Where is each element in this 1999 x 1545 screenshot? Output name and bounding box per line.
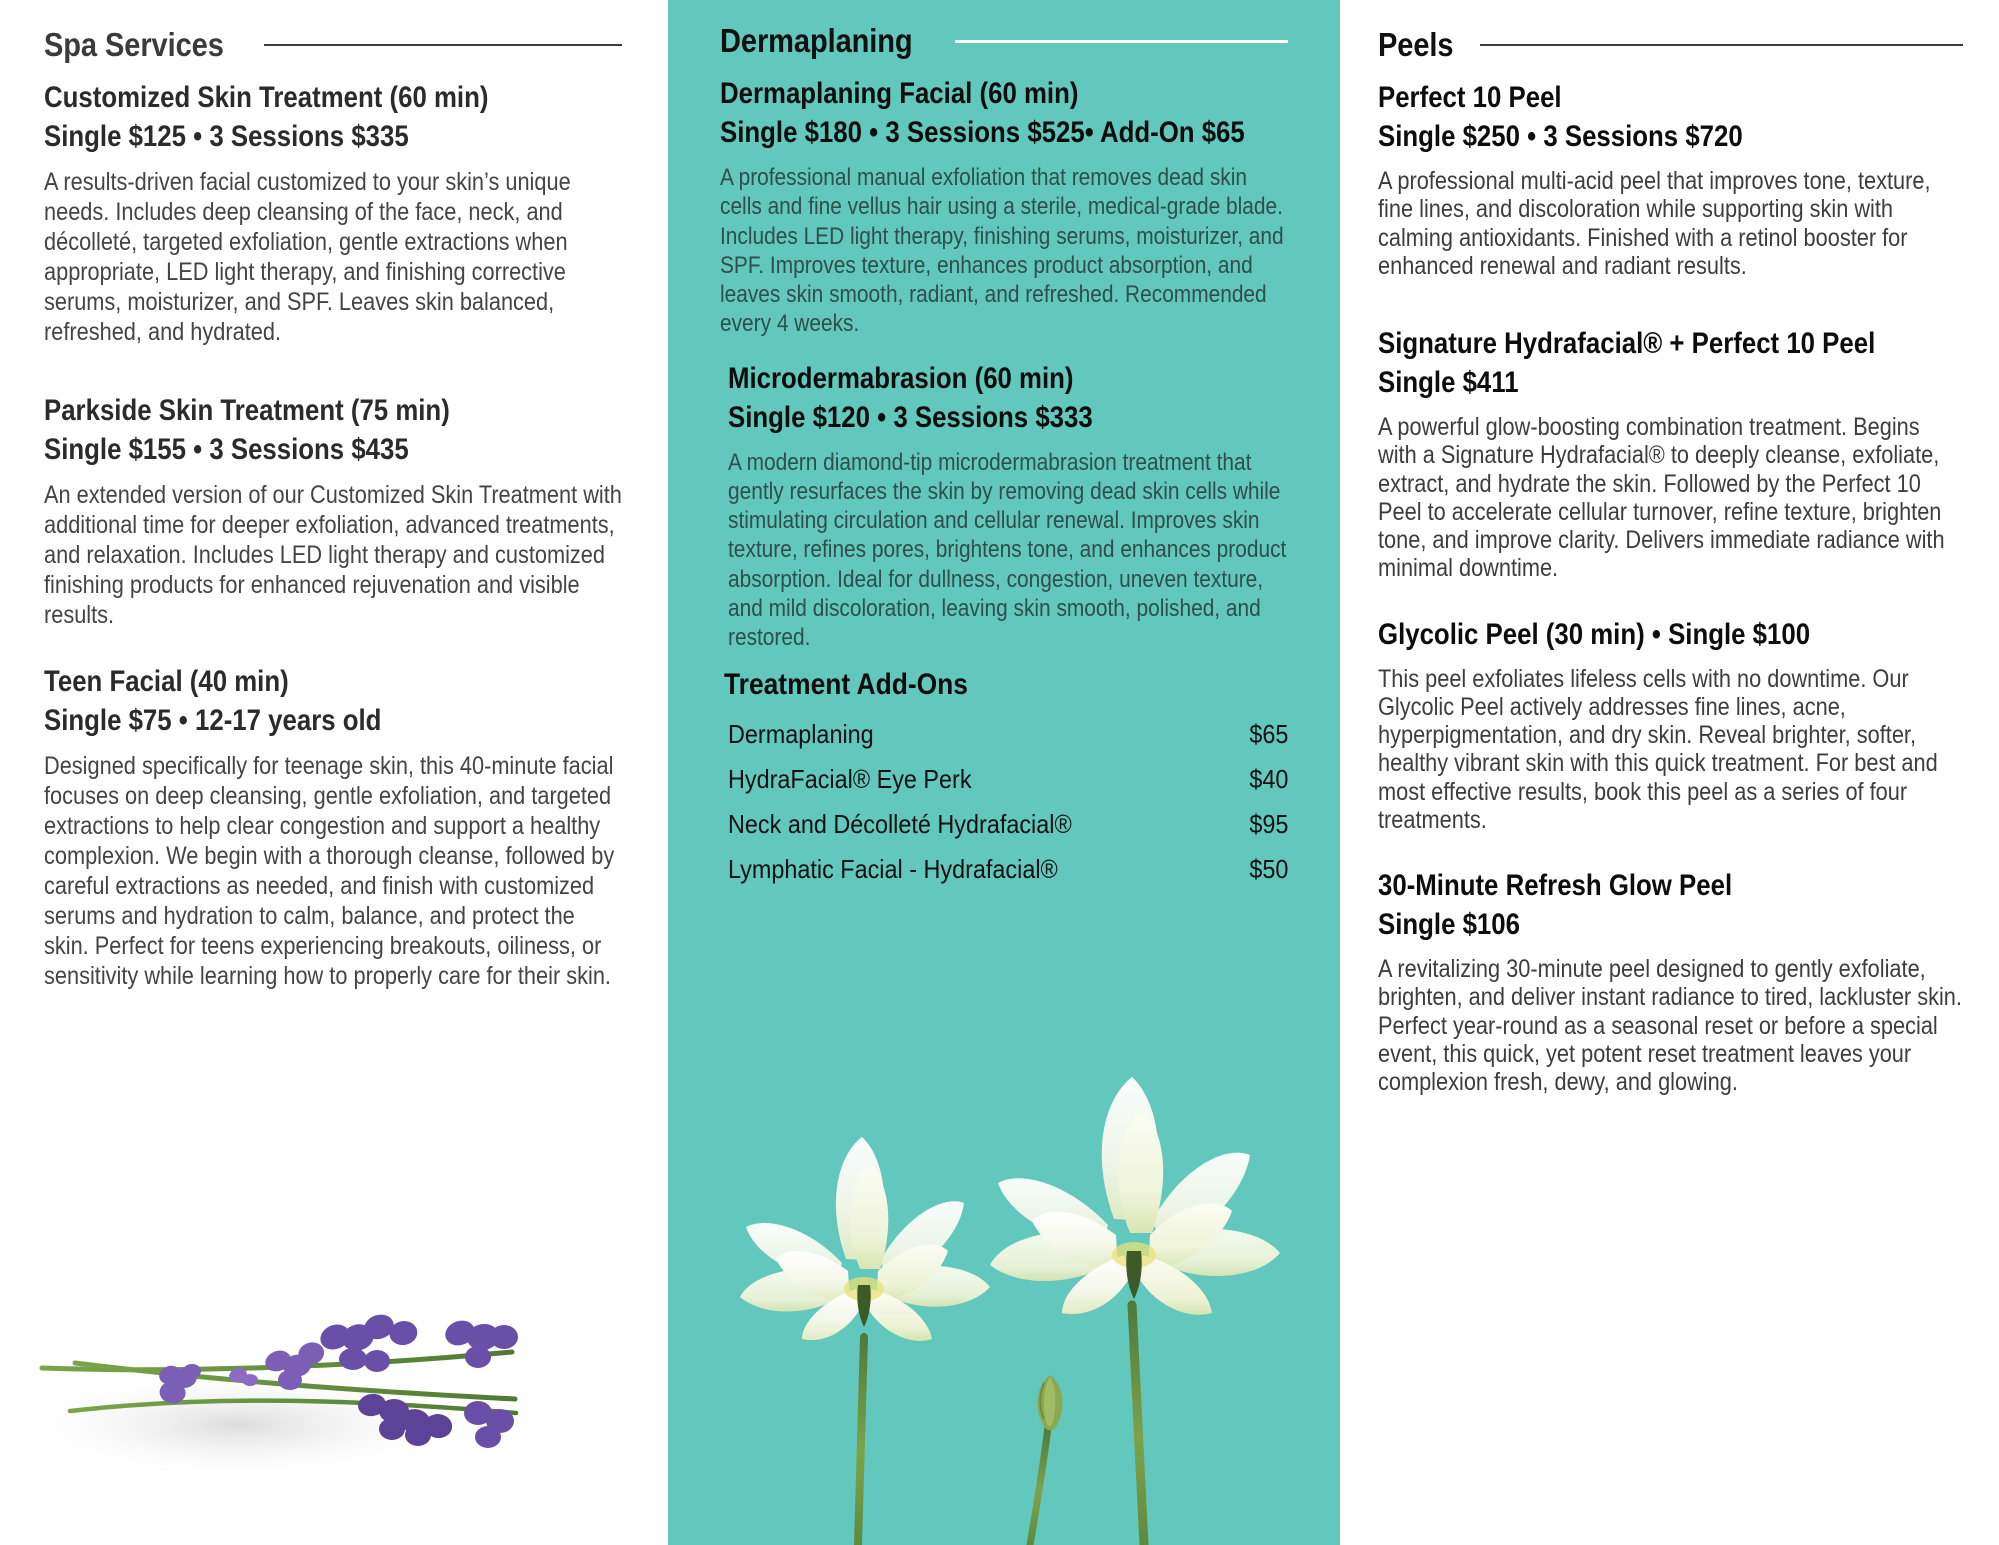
addon-row bbox=[720, 712, 1288, 757]
lotus-flowers-image bbox=[668, 1075, 1340, 1545]
service-price: Single $250 • 3 Sessions $720 bbox=[1378, 120, 1743, 153]
addon-price: $40 bbox=[1248, 764, 1288, 795]
service-glycolic-peel bbox=[1378, 615, 1963, 835]
service-price: Single $120 • 3 Sessions $333 bbox=[728, 400, 1093, 434]
section-title: Dermaplaning bbox=[720, 22, 913, 59]
service-30-minute-refresh-glow-peel bbox=[1378, 866, 1963, 1096]
header-rule bbox=[264, 44, 622, 46]
section-header-dermaplaning bbox=[720, 22, 1288, 60]
service-price: Single $106 bbox=[1378, 908, 1520, 941]
service-description: An extended version of our Customized Skin Treatment with additional time for deeper exfoliation, advanced treatments, and relaxation. Includes LED light therapy and customized finishing products for enhanced rejuvenation and visible results. bbox=[44, 481, 622, 629]
service-customized-skin-treatment bbox=[44, 78, 622, 347]
service-price: Single $75 • 12-17 years old bbox=[44, 704, 382, 737]
service-name: Teen Facial (40 min) bbox=[44, 665, 289, 698]
spacer bbox=[44, 353, 622, 391]
service-name: 30-Minute Refresh Glow Peel bbox=[1378, 869, 1733, 902]
addons-title: Treatment Add-Ons bbox=[724, 668, 968, 702]
header-rule bbox=[955, 40, 1288, 43]
addon-name: HydraFacial® Eye Perk bbox=[728, 764, 972, 795]
service-microdermabrasion bbox=[720, 359, 1288, 653]
spacer bbox=[1378, 286, 1963, 324]
service-description: A powerful glow-boosting combination treatment. Begins with a Signature Hydrafacial® to deeply cleanse, exfoliate, extract, and hydrate the skin. Followed by the Perfect 10 Peel to accelerate cellular turnover, refine texture, brighten tone, and improve clarity. Delivers immediate radiance with minimal downtime. bbox=[1378, 413, 1945, 583]
service-description: A results-driven facial customized to your skin’s unique needs. Includes deep cleansing of the face, neck, and décolleté, targeted exfoliation, gentle extractions when appropriate, LED light therapy, and finishing corrective serums, moisturizer, and SPF. Leaves skin balanced, refreshed, and hydrated. bbox=[44, 168, 571, 346]
addon-price: $65 bbox=[1248, 719, 1288, 750]
service-name: Glycolic Peel (30 min) • Single $100 bbox=[1378, 617, 1811, 651]
service-name: Parkside Skin Treatment (75 min) bbox=[44, 394, 450, 427]
addon-row bbox=[720, 847, 1288, 892]
section-header-peels bbox=[1378, 26, 1963, 64]
service-description: A modern diamond-tip microdermabrasion treatment that gently resurfaces the skin by removing dead skin cells while stimulating circulation and cellular renewal. Improves skin texture, refines pores, brightens tone, and enhances product absorption. Ideal for dullness, congestion, uneven texture, and mild discoloration, leaving skin smooth, polished, and restored. bbox=[728, 448, 1287, 652]
addon-row bbox=[720, 757, 1288, 802]
section-title: Peels bbox=[1378, 26, 1454, 63]
service-description: A revitalizing 30-minute peel designed to gently exfoliate, brighten, and deliver instant radiance to tired, lackluster skin. Perfect year-round as a seasonal reset or before a special event, this quick, yet potent reset treatment leaves your complexion fresh, dewy, and glowing. bbox=[1378, 955, 1962, 1096]
service-dermaplaning-facial bbox=[720, 74, 1288, 339]
addon-row bbox=[720, 802, 1288, 847]
service-description: A professional multi-acid peel that improves tone, texture, fine lines, and discoloration while supporting skin with calming antioxidants. Finished with a retinol booster for enhanced renewal and radiant results. bbox=[1378, 167, 1931, 280]
addon-name: Neck and Décolleté Hydrafacial® bbox=[728, 809, 1072, 840]
service-price: Single $411 bbox=[1378, 366, 1519, 399]
spacer bbox=[720, 345, 1288, 359]
service-name: Dermaplaning Facial (60 min) bbox=[720, 77, 1079, 110]
service-price: Single $180 • 3 Sessions $525• Add-On $65 bbox=[720, 116, 1245, 149]
spacer bbox=[1378, 589, 1963, 615]
service-description: This peel exfoliates lifeless cells with no downtime. Our Glycolic Peel actively addresses fine lines, acne, hyperpigmentation, and dry skin. Reveal brighter, softer, healthy vibrant skin with this quick treatment. For best and most effective results, book this peel as a series of four treatments. bbox=[1378, 664, 1938, 834]
header-rule bbox=[1480, 44, 1963, 46]
service-name: Microdermabrasion (60 min) bbox=[728, 361, 1074, 395]
section-title: Spa Services bbox=[44, 26, 224, 63]
service-name: Customized Skin Treatment (60 min) bbox=[44, 81, 489, 114]
spacer bbox=[1378, 840, 1963, 866]
column-spa-services bbox=[0, 0, 668, 1545]
service-price: Single $155 • 3 Sessions $435 bbox=[44, 433, 409, 466]
service-perfect-10-peel bbox=[1378, 78, 1963, 280]
service-name: Signature Hydrafacial® + Perfect 10 Peel bbox=[1378, 327, 1876, 360]
addon-price: $95 bbox=[1248, 809, 1288, 840]
service-signature-hydrafacial-perfect-10-peel bbox=[1378, 324, 1963, 583]
service-name: Perfect 10 Peel bbox=[1378, 81, 1562, 114]
lavender-sprigs-image bbox=[20, 1295, 520, 1545]
spacer bbox=[44, 636, 622, 662]
service-teen-facial bbox=[44, 662, 622, 991]
service-parkside-skin-treatment bbox=[44, 391, 622, 630]
column-dermaplaning bbox=[668, 0, 1340, 1545]
service-description: A professional manual exfoliation that removes dead skin cells and fine vellus hair using a sterile, medical-grade blade. Includes LED light therapy, finishing serums, moisturizer, and SPF. Improves texture, enhances product absorption, and leaves skin smooth, radiant, and refreshed. Recommended every 4 weeks. bbox=[720, 164, 1284, 338]
column-peels bbox=[1340, 0, 1999, 1545]
addon-name: Dermaplaning bbox=[728, 719, 874, 750]
service-price: Single $125 • 3 Sessions $335 bbox=[44, 120, 409, 153]
addon-name: Lymphatic Facial - Hydrafacial® bbox=[728, 854, 1058, 885]
addon-price: $50 bbox=[1248, 854, 1288, 885]
service-description: Designed specifically for teenage skin, this 40-minute facial focuses on deep cleansing, gentle exfoliation, and targeted extractions to help clear congestion and support a healthy complexion. We begin with a thorough cleanse, followed by careful extractions as needed, and finish with customized serums and hydration to calm, balance, and protect the skin. Perfect for teens experiencing breakouts, oiliness, or sensitivity while learning how to properly care for their skin. bbox=[44, 752, 615, 990]
section-header-spa-services bbox=[44, 26, 622, 64]
